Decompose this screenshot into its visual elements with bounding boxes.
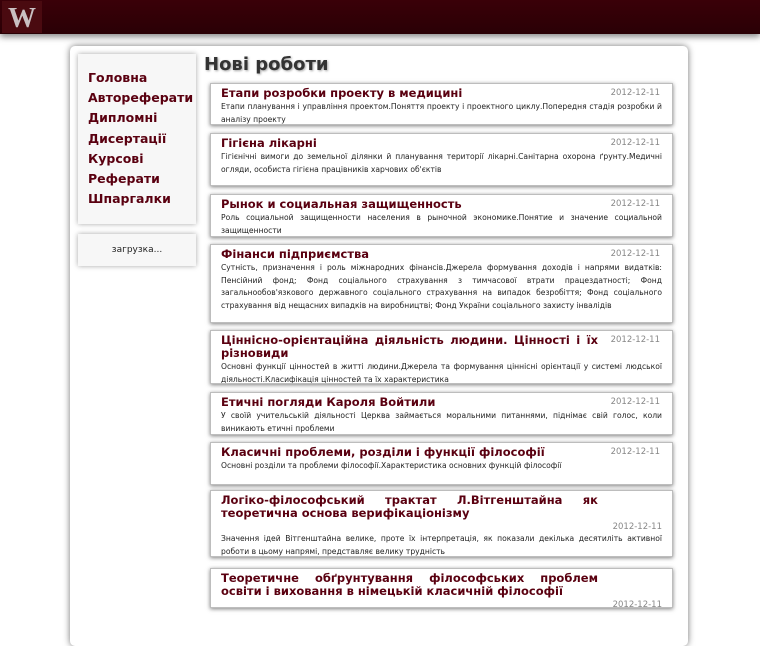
- logo-letter: W: [8, 3, 36, 33]
- main-menu: [78, 54, 196, 224]
- article-card: [210, 244, 673, 323]
- menu-item-home[interactable]: Головна: [88, 70, 148, 85]
- article-description: Значення ідей Вітгенштайна велике, проте їх інтерпретація, як показали декілька десятиліть активної роботи в цьому напрямі, представляє велику трудність: [221, 534, 662, 556]
- article-date: 2012-12-11: [612, 600, 662, 608]
- article-title-link[interactable]: Логіко-філософський трактат Л.Вітгенштайна як теоретична основа верифікаціонізму: [221, 493, 598, 520]
- menu-item-shpargalky[interactable]: Шпаргалки: [88, 191, 171, 207]
- article-card: [210, 442, 673, 485]
- article-date: 2012-12-11: [612, 522, 662, 532]
- article-title-link[interactable]: Етичні погляди Кароля Войтили: [221, 395, 436, 409]
- article-date: 2012-12-11: [610, 397, 660, 407]
- article-title-link[interactable]: Гігієна лікарні: [221, 136, 317, 150]
- site-logo[interactable]: [2, 1, 42, 33]
- menu-item-dyplomni[interactable]: Дипломні: [88, 110, 158, 126]
- loading-text: загрузка...: [111, 245, 163, 255]
- menu-item-autoreferaty[interactable]: Автореферати: [88, 90, 194, 106]
- article-title-link[interactable]: Етапи розробки проекту в медицині: [221, 86, 463, 100]
- article-date: 2012-12-11: [610, 138, 660, 148]
- article-title-link[interactable]: Рынок и социальная защищенность: [221, 197, 462, 211]
- article-title-link[interactable]: Ціннісно-орієнтаційна діяльність людини. Цінності і їх різновиди: [221, 333, 598, 360]
- top-bar: [0, 0, 760, 34]
- article-description: Гігієнічні вимоги до земельної ділянки й планування території лікарні.Санітарна охорона ґрунту.Медичні огляди, особиста гігієна працівників харчових об'єктів: [221, 152, 662, 174]
- article-description: Роль социальной защищенности населения в рыночной экономике.Понятие и значение социальной защищенности: [221, 213, 662, 235]
- article-date: 2012-12-11: [610, 335, 660, 345]
- page-title: Нові роботи: [204, 54, 329, 75]
- article-card: [210, 490, 673, 557]
- article-title-link[interactable]: Фінанси підприємства: [221, 247, 370, 261]
- article-date: 2012-12-11: [610, 199, 660, 209]
- article-description: Основні функції цінностей в житті людини.Джерела та формування ціннісні орієнтації у системі людської діяльності.Класифікація цінностей та їх характеристика: [221, 362, 662, 384]
- article-title-link[interactable]: Класичні проблеми, розділи і функції філософії: [221, 445, 545, 459]
- article-card: [210, 568, 673, 608]
- article-card: [210, 330, 673, 384]
- menu-item-dysertatsii[interactable]: Дисертації: [88, 130, 167, 146]
- article-date: 2012-12-11: [610, 447, 660, 457]
- article-title-link[interactable]: Теоретичне обґрунтування філософських проблем освіти і виховання в німецькій класичній філософії: [221, 571, 598, 598]
- menu-item-referaty[interactable]: Реферати: [88, 170, 160, 186]
- menu-item-kursovi[interactable]: Курсові: [88, 150, 144, 166]
- article-description: Основні розділи та проблеми філософії.Характеристика основних функцій філософії: [221, 461, 562, 470]
- article-date: 2012-12-11: [610, 88, 660, 98]
- sidebar: [78, 54, 196, 266]
- article-description: У своїй учительській діяльності Церква займається моральними питаннями, піднімає свій голос, коли виникають етичні проблеми: [221, 411, 662, 433]
- article-description: Сутність, призначення і роль міжнародних фінансів.Джерела формування доходів і напрями видатків: Пенсійний фонд; Фонд соціального страхування з тимчасової втрати працездатності; Фонд загальнообов'язкового державного соціального страхування на випадок безробіття; Фонд соціального страхування від нещасних випадків на виробництві; Фонд України соціального захисту інвалідів: [221, 263, 662, 310]
- article-description: Етапи планування і управління проектом.Поняття проекту і проектного циклу.Попередня стадія розробки й аналізу проекту: [221, 102, 662, 124]
- article-card: [210, 392, 673, 435]
- article-card: [210, 133, 673, 186]
- article-card: [210, 194, 673, 237]
- article-date: 2012-12-11: [610, 249, 660, 259]
- loading-widget: [78, 234, 196, 266]
- article-card: [210, 83, 673, 125]
